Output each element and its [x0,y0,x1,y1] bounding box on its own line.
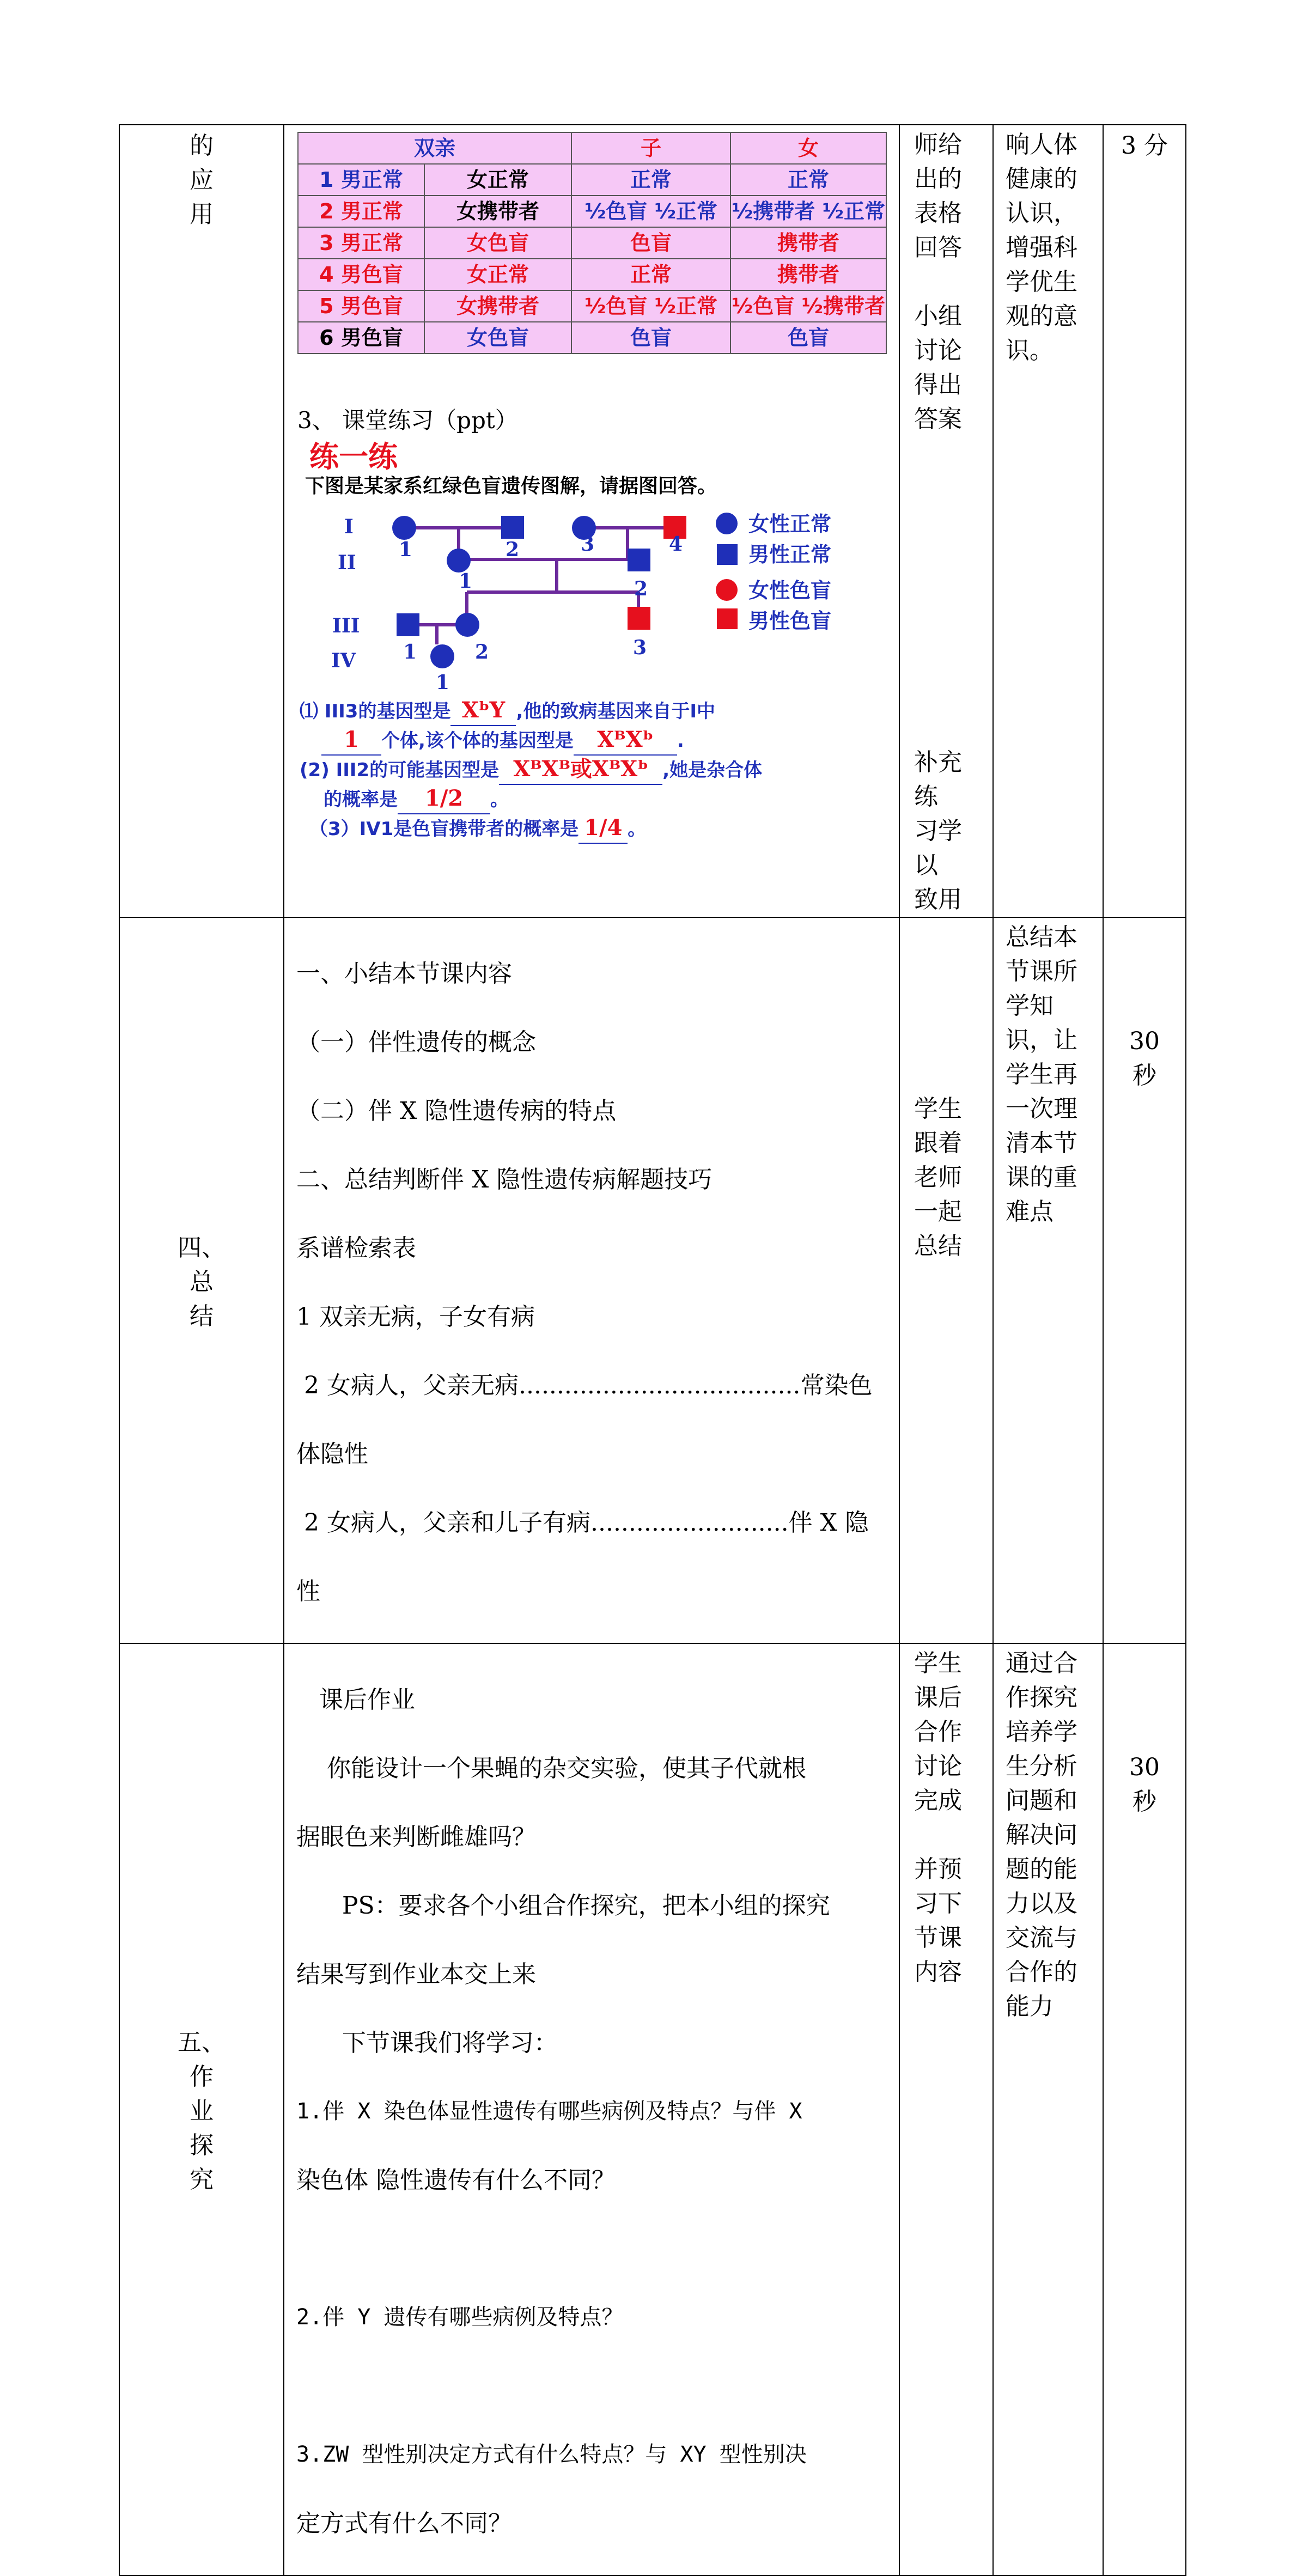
cell: 女正常 [424,259,571,290]
genetics-header-row [298,132,886,164]
cell: ½色盲 ½携带者 [730,290,886,322]
exercise-heading: 3、 课堂练习（ppt） [297,407,518,434]
legend-female-normal-icon [716,513,738,534]
legend-label: 男性色盲 [748,609,832,633]
generation-label: II [338,551,356,574]
content-line: 1 双亲无病，子女有病 [296,1303,535,1331]
q1-text: ,他的致病基因来自于I中 [516,701,716,722]
content-line: 一、小结本节课内容 [296,960,512,988]
cell: 携带者 [730,259,886,290]
teacher-activity-text: 学生 课后 合作 讨论 完成 并预 习下 节课 内容 [914,1649,962,1986]
table-row-application [119,125,1186,917]
lesson-plan-table [119,124,1186,2576]
summary-content [284,918,899,1643]
cell: ½色盲 ½正常 [571,196,730,227]
cell: 女正常 [424,164,571,196]
stage-cell [119,917,284,1643]
table-row [298,196,886,227]
q2-text: ,她是杂合体 [662,759,763,781]
legend-male-colorblind-icon [717,608,738,629]
q3-text: 。 [628,818,647,840]
individual-number: 3 [581,533,595,556]
time-text: 3 分 [1121,132,1168,160]
teacher-activity-cell [899,125,993,917]
legend-label: 女性色盲 [748,578,832,602]
individual-number: 1 [403,641,417,663]
content-line [296,2232,889,2266]
header-parents: 双亲 [298,132,571,164]
stage-label: 五、 作 业 探 究 [178,2029,226,2194]
content-line: 结果写到作业本交上来 [296,1960,536,1988]
legend-male-normal-icon [717,544,738,565]
homework-content [284,1644,899,2575]
individual-number: 3 [633,636,647,659]
design-intent-text: 总结本 节课所 学知 识，让 学生再 一次理 清本节 课的重 难点 [1006,923,1077,1226]
teacher-activity-cell [899,917,993,1643]
genetics-table [297,132,887,354]
content-line: 3.ZW 型性别决定方式有什么特点？与 XY 型性别决 [296,2442,807,2467]
generation-label: IV [331,649,356,672]
pedigree-male-normal [501,516,524,539]
pedigree-female-normal [447,549,471,573]
content-line: 系谱检索表 [296,1234,416,1262]
individual-number: 2 [475,641,489,663]
table-row [298,227,886,259]
exercise-title: 练一练 [309,440,398,474]
generation-label: I [344,515,354,538]
individual-number: 1 [399,538,413,561]
q3-text: （3）IV1是色盲携带者的概率是 [309,818,579,840]
q1-text: ⑴ III3的基因型是 [300,701,451,722]
content-line: 定方式有什么不同？ [296,2510,512,2537]
pedigree-male-colorblind [628,607,650,630]
cell: 6 男色盲 [298,322,424,354]
cell: 2 男正常 [298,196,424,227]
content-cell [284,125,899,917]
individual-number: 2 [634,577,648,600]
design-intent-cell [993,125,1103,917]
q1-answer-individual: 1 [344,727,359,752]
content-cell [284,917,899,1643]
content-line: 下节课我们将学习： [296,2029,558,2057]
design-intent-text: 响人体 健康的 认识， 增强科 学优生 观的意 识。 [1006,131,1077,364]
pedigree-diagram [284,502,894,709]
table-row [298,259,886,290]
legend-label: 女性正常 [748,512,832,536]
q1-answer-genotype-2: XᴮXᵇ [597,727,654,752]
question-1 [300,697,899,726]
header-daughter: 女 [730,132,886,164]
time-text: 30 秒 [1129,1027,1160,1089]
q2-text: 的概率是 [324,789,398,811]
cell: ½色盲 ½正常 [571,290,730,322]
pedigree-male-normal [397,613,419,636]
question-2-cont [300,785,899,814]
individual-number: 4 [669,533,683,556]
time-cell [1103,125,1186,917]
stage-label: 四、 总 结 [178,1234,226,1330]
question-3 [300,814,899,844]
content-line: 课后作业 [296,1686,415,1714]
cell: 正常 [571,259,730,290]
q2-text: (2) III2的可能基因型是 [300,759,500,781]
q2-text: 。 [490,789,509,811]
time-cell [1103,1643,1186,2575]
design-intent-text: 通过合 作探究 培养学 生分析 问题和 解决问 题的能 力以及 交流与 合作的 能力 [1006,1649,1077,2020]
cell: 4 男色盲 [298,259,424,290]
pedigree-male-normal [628,549,650,571]
individual-number: 2 [506,538,520,561]
question-2 [300,756,899,785]
content-line: 性 [296,1578,320,1605]
table-row [298,290,886,322]
content-line: 二、总结判断伴 X 隐性遗传病解题技巧 [296,1166,713,1193]
q3-answer-probability: 1/4 [584,815,623,841]
q1-text: . [677,730,684,752]
table-row [298,164,886,196]
content-line: 体隐性 [296,1440,368,1468]
table-row-homework [119,1643,1186,2575]
cell: 正常 [730,164,886,196]
legend-label: 男性正常 [748,543,832,567]
table-row [298,322,886,354]
content-line: 染色体 隐性遗传有什么不同？ [296,2166,616,2194]
header-son: 子 [571,132,730,164]
content-line: 2 女病人，父亲和儿子有病..........................伴 X 隐 [296,1509,869,1537]
pedigree-female-normal [430,644,454,668]
teacher-activity-cell [899,1643,993,2575]
table-row-summary [119,917,1186,1643]
content-line: （一）伴性遗传的概念 [296,1028,536,1056]
cell: 5 男色盲 [298,290,424,322]
cell: 女色盲 [424,322,571,354]
stage-label: 的 应 用 [190,132,214,228]
individual-number: 1 [459,570,473,593]
teacher-activity-text: 师给 出的 表格 回答 小组 讨论 得出 答案 补充练 习学以 致用 [914,131,962,914]
content-line: PS：要求各个小组合作探究，把本小组的探究 [296,1892,830,1920]
teacher-activity-text: 学生 跟着 老师 一起 总结 [914,1095,962,1260]
content-line: 你能设计一个果蝇的杂交实验，使其子代就根 [296,1755,806,1782]
cell: 色盲 [571,227,730,259]
q1-text: 个体,该个体的基因型是 [381,730,574,752]
generation-label: III [332,614,360,637]
content-line: 1.伴 X 染色体显性遗传有哪些病例及特点？与伴 X [296,2099,802,2124]
cell: 正常 [571,164,730,196]
stage-cell [119,1643,284,2575]
cell: 女携带者 [424,290,571,322]
design-intent-cell [993,917,1103,1643]
pedigree-female-normal [455,613,479,637]
content-cell [284,1643,899,2575]
cell: 女色盲 [424,227,571,259]
cell: 色盲 [730,322,886,354]
content-line: 据眼色来判断雌雄吗？ [296,1823,536,1851]
content-line [296,2369,889,2403]
cell: 色盲 [571,322,730,354]
q2-answer-genotypes: XᴮXᴮ或XᴮXᵇ [513,756,649,782]
exercise-prompt: 下图是某家系红绿色盲遗传图解，请据图回答。 [305,475,717,497]
q1-answer-genotype: XᵇY [461,697,506,723]
content-line: 2 女病人，父亲无病.....................................常染色 [296,1372,873,1399]
cell: 携带者 [730,227,886,259]
cell: 3 男正常 [298,227,424,259]
stage-cell [119,125,284,917]
cell: ½携带者 ½正常 [730,196,886,227]
q2-answer-probability: 1/2 [424,785,464,811]
cell: 女携带者 [424,196,571,227]
legend-female-colorblind-icon [716,579,738,601]
time-cell [1103,917,1186,1643]
content-line: 2.伴 Y 遗传有哪些病例及特点？ [296,2305,624,2330]
cell: 1 男正常 [298,164,424,196]
individual-number: 1 [436,671,450,694]
content-line: （二）伴 X 隐性遗传病的特点 [296,1097,617,1125]
pedigree-female-normal [392,516,416,540]
time-text: 30 秒 [1129,1753,1160,1816]
design-intent-cell [993,1643,1103,2575]
question-1-cont [300,726,899,756]
